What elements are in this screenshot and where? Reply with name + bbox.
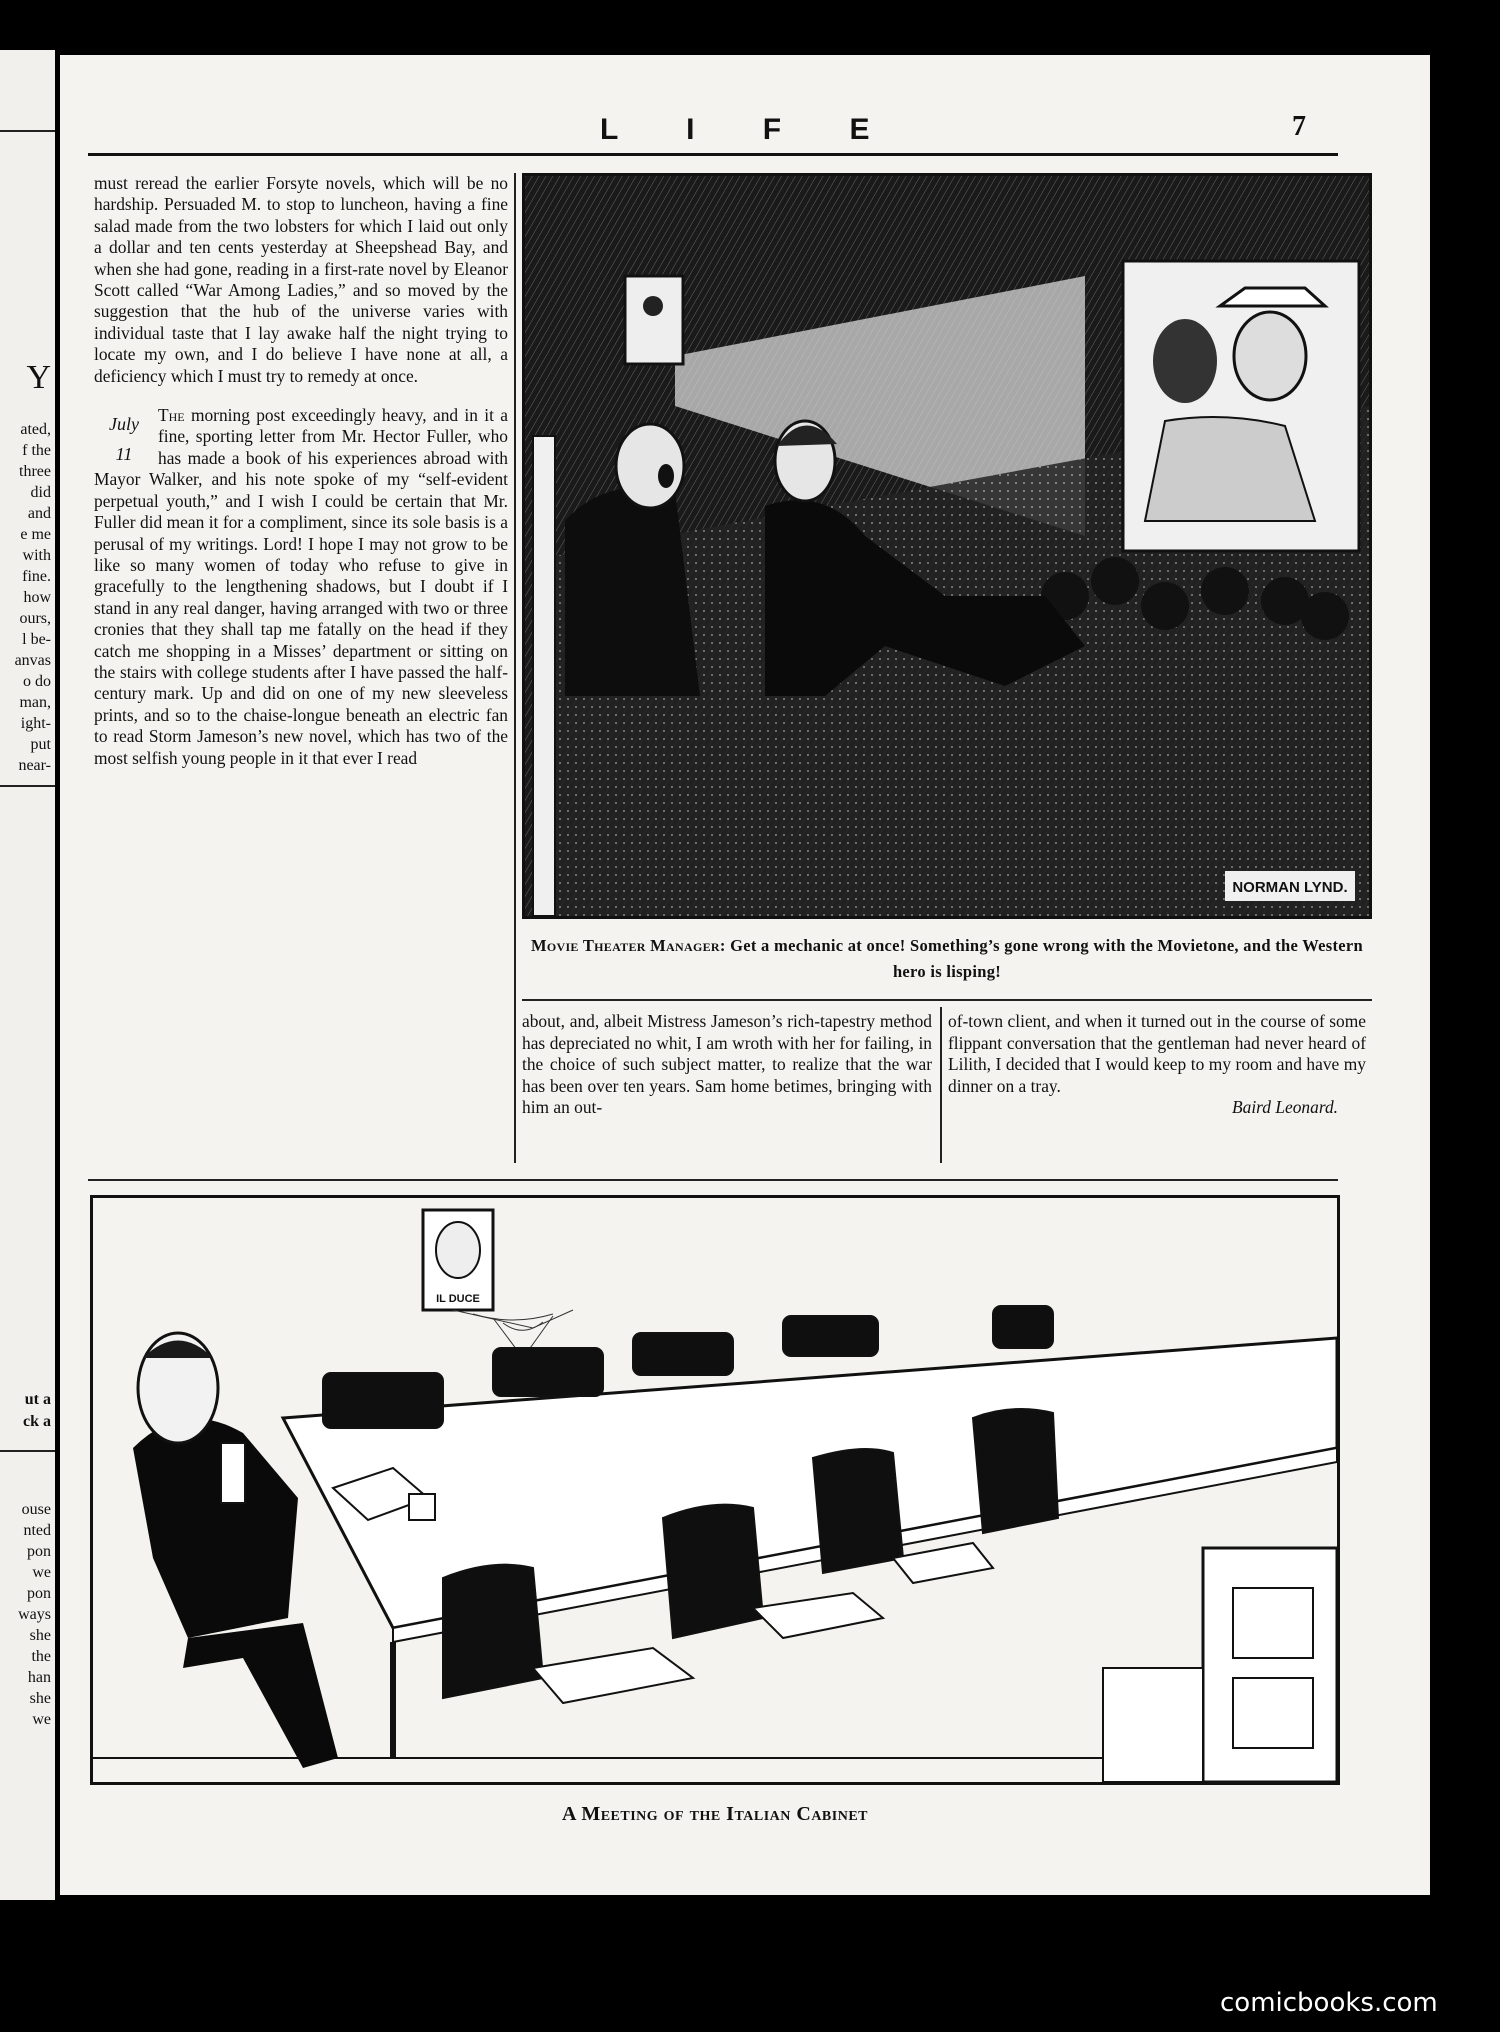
caption-speaker: Movie Theater Manager: (530, 936, 726, 955)
article-text: morning post exceedingly heavy, and in it a fine, sporting letter from Mr. Hector Fuller, who has made a book of his experiences abroad with Mayor Walker, and his note spoke of my “self-evident perpetual youth,” and I wish I could be certain that Mr. Fuller did mean it for a compliment, since its sole basis is a perusal of my writings. Lord! I hope I may not grow to be like so many women of today who refuse to give in gracefully to the lengthening shadows, but I doubt if I stand in any real danger, having arranged with two or three cronies that they shall tap me fatally on the head if they catch me shopping in a Misses’ department or sitting on the stairs with college students after I have passed the half-century mark. Up and did on one of my new sleeveless prints, and so to the chaise-longue beneath an electric fan to read Storm Jameson’s new novel, which has two of the most selfish young people in it that ever I read (94, 405, 508, 768)
prev-page-rule (0, 785, 55, 787)
prev-page-fragment: e me (20, 526, 51, 543)
prev-page-rule (0, 130, 55, 132)
cabinet-caption: A Meeting of the Italian Cabinet (561, 1803, 868, 1825)
prev-page-fragment: we (32, 1711, 51, 1728)
prev-page-fragment: pon (27, 1585, 51, 1602)
prev-page-rule (0, 1450, 55, 1452)
prev-page-fragment: ut a (24, 1391, 51, 1408)
prev-page-fragment: put (30, 736, 51, 753)
masthead-title: L I F E (600, 113, 900, 146)
prev-page-fragment: ated, (20, 421, 51, 438)
previous-page-edge (0, 50, 55, 1900)
portrait-label: IL DUCE (436, 1293, 480, 1305)
prev-page-fragment: near- (18, 757, 51, 774)
prev-page-fragment: did (30, 484, 51, 501)
article-text: of-town client, and when it turned out in the course of some flippant conversation that the gentleman had never heard of Lilith, I decided that I would keep to my room and have my dinner on a tray. (948, 1011, 1366, 1096)
prev-page-fragment: f the (22, 442, 51, 459)
column-rule (514, 173, 516, 1163)
article-middle-column: about, and, albeit Mistress Jameson’s rich-tapestry method has depreciated no whit, I am wroth with her for failing, in the choice of such subject matter, to realize that the war has been over ten years. Sam home betimes, bringing with him an out- (522, 1011, 932, 1118)
prev-page-fragment: ouse (21, 1501, 51, 1518)
prev-page-fragment: ck a (23, 1413, 51, 1430)
cartoon-illustration (525, 176, 1369, 916)
article-paragraph: must reread the earlier Forsyte novels, which will be no hardship. Persuaded M. to stop to luncheon, having a fine salad made from the two lobsters for which I laid out only a dollar and ten cents yesterday at Sheepshead Bay, and when she had gone, reading in a first-rate novel by Eleanor Scott called “War Among Ladies,” and so moved by the suggestion that the hub of the universe varies with individual taste that I lay awake half the night trying to locate my own, and I do believe I have none at all, a deficiency which I must try to remedy at once. (94, 173, 508, 386)
prev-page-fragment: she (29, 1690, 51, 1707)
prev-page-fragment: man, (19, 694, 51, 711)
article-right-column (948, 1011, 1366, 1119)
prev-page-fragment: pon (27, 1543, 51, 1560)
prev-page-fragment: nted (23, 1522, 51, 1539)
header-rule (88, 153, 1338, 156)
prev-page-fragment: and (27, 505, 51, 522)
article-paragraph (94, 405, 508, 769)
prev-page-fragment: l be- (22, 631, 51, 648)
prev-page-fragment: ours, (19, 610, 51, 627)
prev-page-fragment: o do (23, 673, 51, 690)
prev-page-fragment: with (22, 547, 51, 564)
magazine-page (60, 55, 1430, 1895)
prev-page-fragment: anvas (14, 652, 51, 669)
caption-text: Get a mechanic at once! Something’s gone wrong with the Movietone, and the Western hero is lisping! (725, 936, 1363, 981)
prev-page-fragment: she (29, 1627, 51, 1644)
prev-page-fragment: the (31, 1648, 51, 1665)
dateline (94, 409, 154, 469)
italian-cabinet-cartoon (90, 1195, 1340, 1785)
cabinet-illustration (93, 1198, 1337, 1782)
prev-page-fragment: how (23, 589, 51, 606)
caption-rule (522, 999, 1372, 1001)
movie-theater-cartoon (522, 173, 1372, 919)
dateline-month: July (109, 414, 139, 435)
section-rule (88, 1179, 1338, 1181)
author-signature: Baird Leonard. (1232, 1097, 1338, 1118)
article-left-column (94, 173, 508, 787)
page-number: 7 (1292, 111, 1306, 142)
lead-word: The (158, 405, 185, 426)
watermark: comicbooks.com (1220, 1988, 1438, 2018)
prev-page-fragment: we (32, 1564, 51, 1581)
cartoon-caption (522, 933, 1372, 985)
prev-page-fragment: ight- (20, 715, 51, 732)
cartoon-signature: NORMAN LYND. (1232, 879, 1348, 896)
column-rule (940, 1007, 942, 1163)
dateline-day: 11 (115, 444, 133, 465)
prev-page-fragment: fine. (22, 568, 51, 585)
prev-page-fragment: han (27, 1669, 51, 1686)
prev-page-fragment: three (19, 463, 51, 480)
prev-page-fragment: ways (18, 1606, 51, 1623)
prev-page-fragment: Y (26, 359, 51, 396)
